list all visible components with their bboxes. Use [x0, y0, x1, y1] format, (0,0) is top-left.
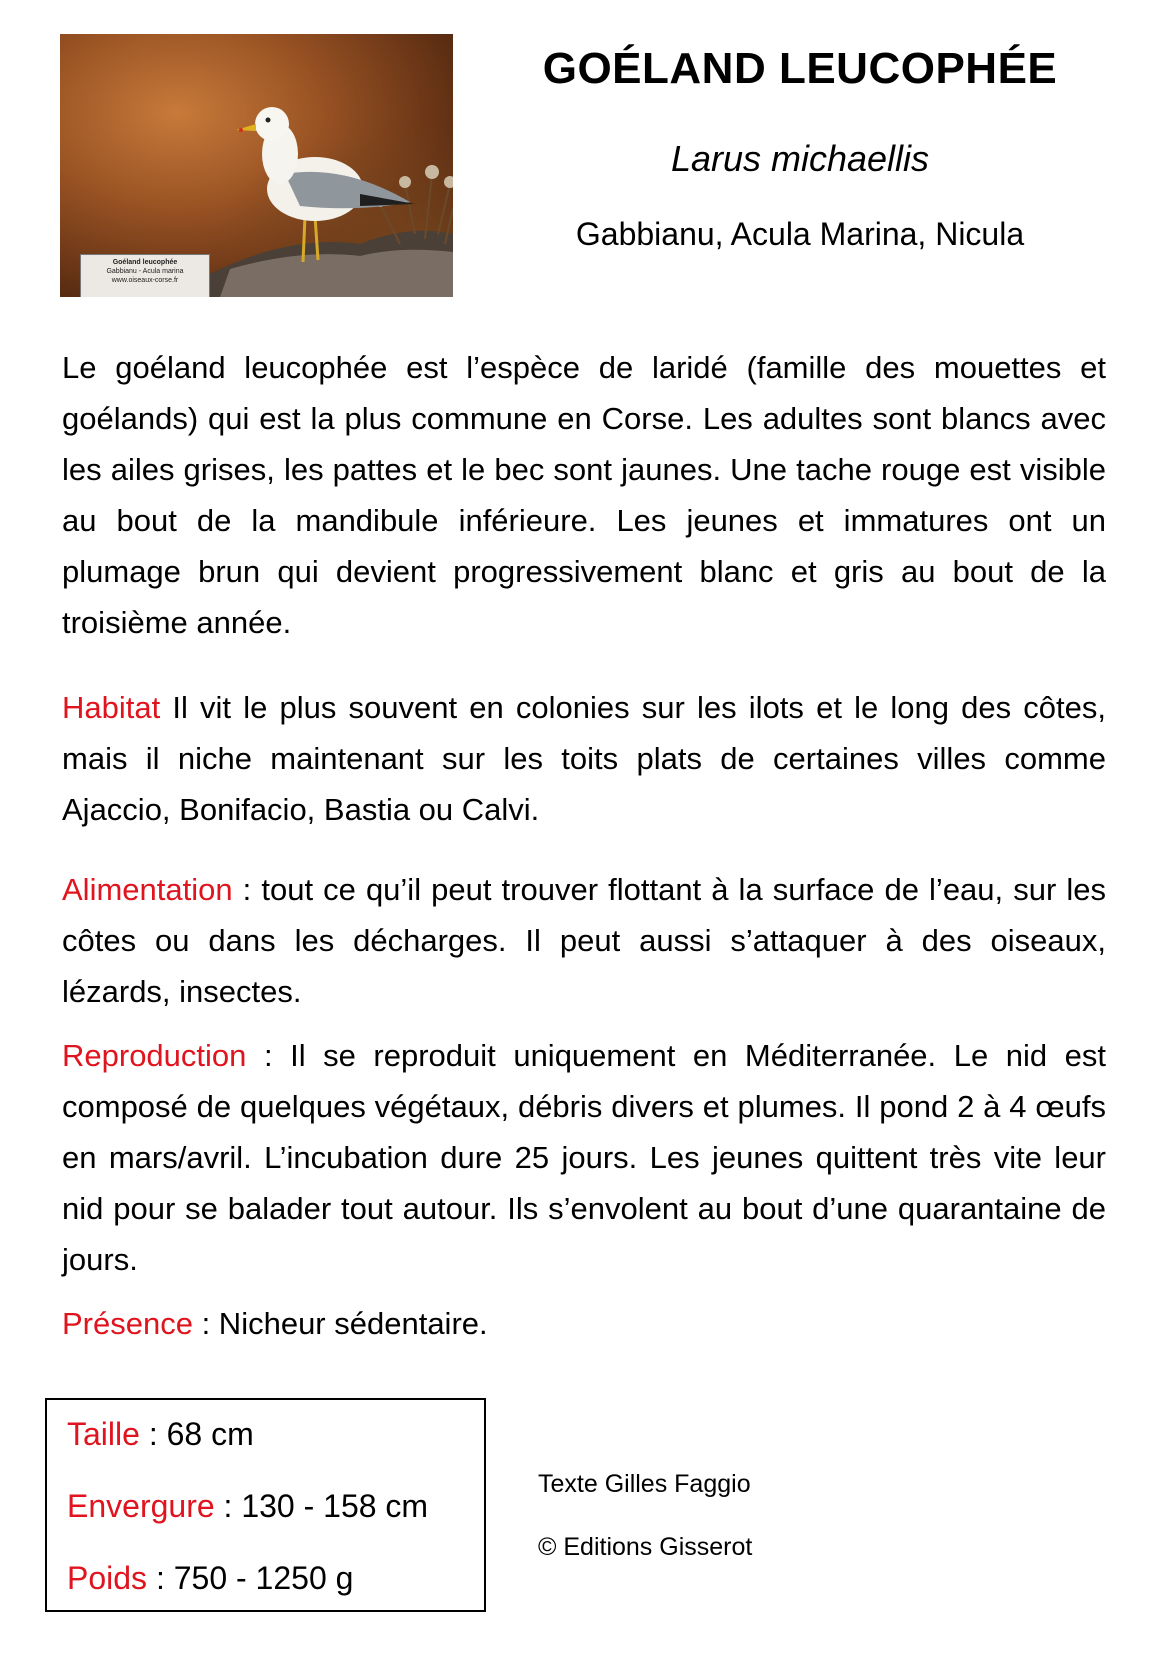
taille-value: : 68 cm: [139, 1416, 254, 1452]
poids-value: : 750 - 1250 g: [147, 1560, 354, 1596]
alimentation-label: Alimentation: [62, 872, 233, 907]
habitat-label: Habitat: [62, 690, 161, 725]
presence-text: : Nicheur sédentaire.: [192, 1306, 488, 1341]
envergure-label: Envergure: [67, 1488, 215, 1524]
reproduction-label: Reproduction: [62, 1038, 247, 1073]
presence-label: Présence: [62, 1306, 193, 1341]
local-names: Gabbianu, Acula Marina, Nicula: [575, 216, 1025, 252]
reproduction-text: : Il se reproduit uniquement en Méditerranée. Le nid est composé de quelques végétaux, débris divers et plumes. Il pond 2 à 4 œufs en mars/avril. L’incubation dure 25 jours. Les jeunes quittent très vite leur nid pour se balader tout autour. Ils s’envolent au bout d’une quarantaine de jours.: [62, 1038, 1106, 1277]
latin-name: Larus michaellis: [670, 138, 930, 179]
reproduction-section: [62, 1030, 1106, 1285]
publisher-credit: © Editions Gisserot: [538, 1533, 753, 1561]
habitat-section: [62, 682, 1106, 835]
caption-line: Goéland leucophée: [112, 259, 178, 266]
author-credit: Texte Gilles Faggio: [538, 1470, 751, 1498]
caption-line: www.oiseaux-corse.fr: [111, 277, 179, 284]
presence-section: [62, 1298, 1106, 1349]
envergure-value: : 130 - 158 cm: [214, 1488, 429, 1524]
habitat-text: Il vit le plus souvent en colonies sur les ilots et le long des côtes, mais il niche maintenant sur les toits plats de certaines villes comme Ajaccio, Bonifacio, Bastia ou Calvi.: [62, 690, 1106, 827]
envergure-line: [67, 1488, 428, 1525]
page-title: GOÉLAND LEUCOPHÉE: [542, 44, 1058, 93]
description-paragraph: Le goéland leucophée est l’espèce de laridé (famille des mouettes et goélands) qui est la plus commune en Corse. Les adultes sont blancs avec les ailes grises, les pattes et le bec sont jaunes. Une tache rouge est visible au bout de la mandibule inférieure. Les jeunes et immatures ont un plumage brun qui devient progressivement blanc et gris au bout de la troisième année.: [62, 350, 1106, 640]
poids-line: [67, 1560, 353, 1597]
gull-photo: [60, 34, 453, 297]
poids-label: Poids: [67, 1560, 148, 1596]
measurements-box: [45, 1398, 486, 1612]
taille-label: Taille: [67, 1416, 140, 1452]
caption-line: Gabbianu - Acula marina: [106, 268, 184, 275]
photo-caption: [80, 254, 210, 297]
alimentation-text: : tout ce qu’il peut trouver flottant à la surface de l’eau, sur les côtes ou dans les décharges. Il peut aussi s’attaquer à des oiseaux, lézards, insectes.: [62, 872, 1106, 1009]
alimentation-section: [62, 864, 1106, 1017]
taille-line: [67, 1416, 254, 1453]
